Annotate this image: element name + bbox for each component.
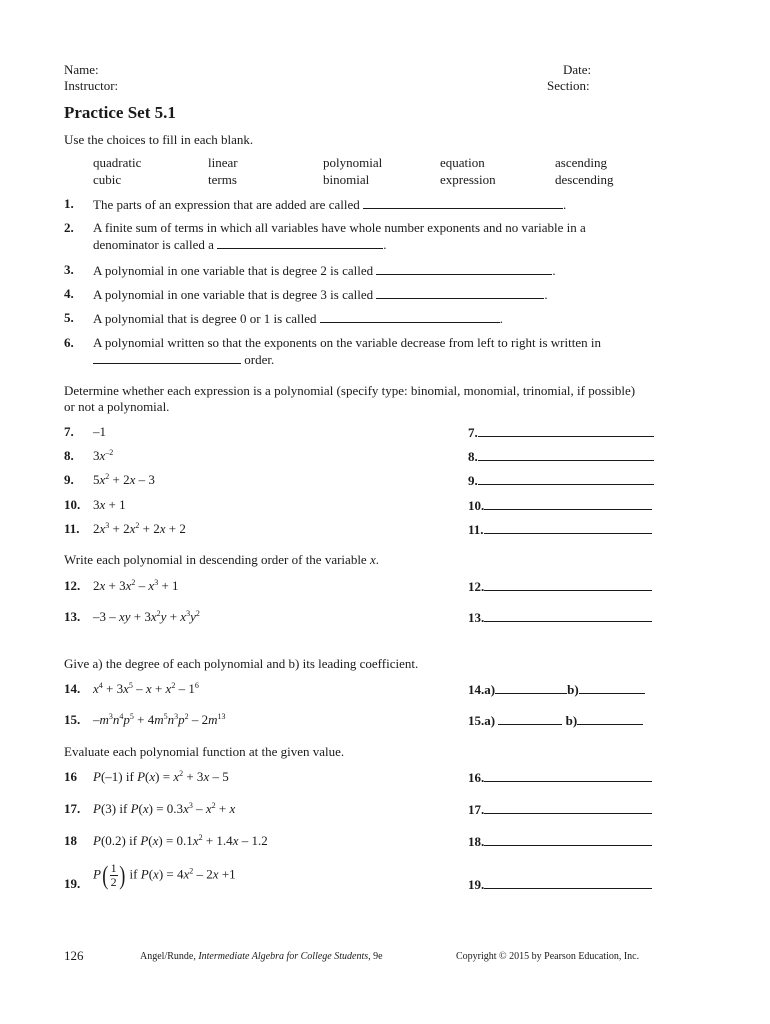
choice-word: cubic	[93, 172, 122, 187]
expression-14: $x^4 + 3x^5 - x + x^2 - 1^6$	[93, 681, 199, 696]
name-label: Name:	[64, 62, 99, 77]
answer-line: 16.	[468, 769, 652, 786]
poly-instructions-cont: or not a polynomial.	[64, 399, 170, 414]
page-number: 126	[64, 948, 84, 963]
item-number: 17.	[64, 801, 81, 816]
choice-word: descending	[555, 172, 614, 187]
answer-line: 7.	[468, 424, 654, 441]
item-number: 10.	[64, 497, 81, 512]
answer-line: 17.	[468, 801, 652, 818]
expression-11: $2x^3 + 2x^2 + 2x + 2$	[93, 521, 186, 536]
question-text: The parts of an expression that are added are called .	[93, 197, 567, 212]
answer-blank-15b[interactable]	[577, 712, 643, 725]
instructor-label: Instructor:	[64, 78, 119, 93]
question-text: A polynomial in one variable that is degree 2 is called .	[93, 263, 556, 278]
item-number: 3.	[64, 262, 74, 277]
answer-line: 10.	[468, 497, 652, 514]
choice-word: polynomial	[323, 155, 383, 170]
answer-line-14: 14.a) b)	[468, 681, 645, 698]
question-text: A polynomial in one variable that is degree 3 is called .	[93, 287, 548, 302]
answer-blank-13[interactable]	[484, 609, 652, 622]
answer-blank-9[interactable]	[478, 472, 654, 485]
copyright: Copyright © 2015 by Pearson Education, Inc.	[456, 951, 640, 962]
fill-instructions: Use the choices to fill in each blank.	[64, 132, 254, 147]
expression-18: P(0.2) if $P(x) = 0.1x^2 + 1.4x - 1.2$	[93, 833, 268, 848]
answer-blank-17[interactable]	[484, 801, 652, 814]
choice-word: expression	[440, 172, 496, 187]
choice-word: terms	[208, 172, 237, 187]
page-title: Practice Set 5.1	[64, 103, 176, 122]
answer-line: 11.	[468, 521, 652, 538]
item-number: 13.	[64, 609, 81, 624]
question-text: A polynomial that is degree 0 or 1 is called .	[93, 311, 503, 326]
answer-blank-10[interactable]	[484, 497, 652, 510]
item-number: 8.	[64, 448, 74, 463]
choice-word: linear	[208, 155, 238, 170]
choice-word: equation	[440, 155, 485, 170]
expression-9: $5x^2 + 2x - 3$	[93, 472, 155, 487]
answer-blank-12[interactable]	[484, 578, 652, 591]
item-number: 18	[64, 833, 77, 848]
item-number: 16	[64, 769, 77, 784]
expression-7: –1	[93, 424, 106, 439]
answer-line: 9.	[468, 472, 654, 489]
answer-blank-16[interactable]	[484, 769, 652, 782]
answer-blank-18[interactable]	[484, 833, 652, 846]
answer-blank-7[interactable]	[478, 424, 654, 437]
book-citation: Angel/Runde, Intermediate Algebra for College Students, 9e	[140, 951, 383, 962]
answer-blank-4[interactable]	[376, 286, 544, 299]
item-number: 5.	[64, 310, 74, 325]
poly-instructions: Determine whether each expression is a polynomial (specify type: binomial, monomial, trinomial, if possible)	[64, 383, 636, 398]
answer-line-15: 15.a) b)	[468, 712, 643, 729]
answer-line: 8.	[468, 448, 654, 465]
expression-8: $3x^{-2}$	[93, 448, 114, 463]
item-number: 12.	[64, 578, 81, 593]
date-label: Date:	[563, 62, 592, 77]
answer-blank-2[interactable]	[217, 236, 383, 249]
answer-blank-1[interactable]	[363, 196, 563, 209]
answer-line: 18.	[468, 833, 652, 850]
expression-19: P( $\frac{1}{2}$ ) if $P(x) = 4x^2 - 2x +1$	[93, 860, 236, 890]
answer-blank-5[interactable]	[320, 310, 500, 323]
section-label: Section:	[547, 78, 590, 93]
question-text: A finite sum of terms in which all variables have whole number exponents and no variable in a	[93, 220, 586, 235]
question-text: denominator is called a .	[93, 237, 387, 252]
item-number: 1.	[64, 196, 74, 211]
answer-blank-8[interactable]	[478, 448, 654, 461]
choice-word: binomial	[323, 172, 370, 187]
degree-instructions: Give a) the degree of each polynomial and b) its leading coefficient.	[64, 656, 419, 671]
expression-13: –3 – xy + $3x^2y + x^3y^2$	[93, 609, 200, 624]
item-number: 11.	[64, 521, 80, 536]
answer-line: 13.	[468, 609, 652, 626]
expression-16: P(–1) if $P(x) = x^2 + 3x - 5$	[93, 769, 229, 784]
answer-blank-15a[interactable]	[498, 712, 562, 725]
item-number: 15.	[64, 712, 81, 727]
answer-blank-14a[interactable]	[495, 681, 567, 694]
expression-12: $2x + 3x^2 - x^3 + 1$	[93, 578, 179, 593]
expression-15: $-m^3n^4p^5 + 4m^5n^3p^2 - 2m^{13}$	[93, 712, 226, 727]
answer-blank-6[interactable]	[93, 351, 241, 364]
answer-line: 12.	[468, 578, 652, 595]
item-number: 19.	[64, 876, 81, 891]
item-number: 2.	[64, 220, 74, 235]
choice-word: quadratic	[93, 155, 142, 170]
item-number: 9.	[64, 472, 74, 487]
question-text: A polynomial written so that the exponents on the variable decrease from left to right is written in	[93, 335, 601, 350]
choice-word: ascending	[555, 155, 607, 170]
question-text: order.	[93, 351, 274, 368]
answer-blank-3[interactable]	[376, 262, 552, 275]
item-number: 6.	[64, 335, 74, 350]
item-number: 14.	[64, 681, 81, 696]
expression-10: 3x + 1	[93, 497, 126, 512]
expression-17: P(3) if $P(x) = 0.3x^3 - x^2 + x$	[93, 801, 236, 816]
item-number: 4.	[64, 286, 74, 301]
answer-blank-14b[interactable]	[579, 681, 645, 694]
eval-instructions: Evaluate each polynomial function at the given value.	[64, 744, 345, 759]
answer-blank-11[interactable]	[484, 521, 652, 534]
desc-instructions: Write each polynomial in descending order of the variable x.	[64, 552, 379, 567]
item-number: 7.	[64, 424, 74, 439]
answer-line: 19.	[468, 876, 652, 893]
answer-blank-19[interactable]	[484, 876, 652, 889]
